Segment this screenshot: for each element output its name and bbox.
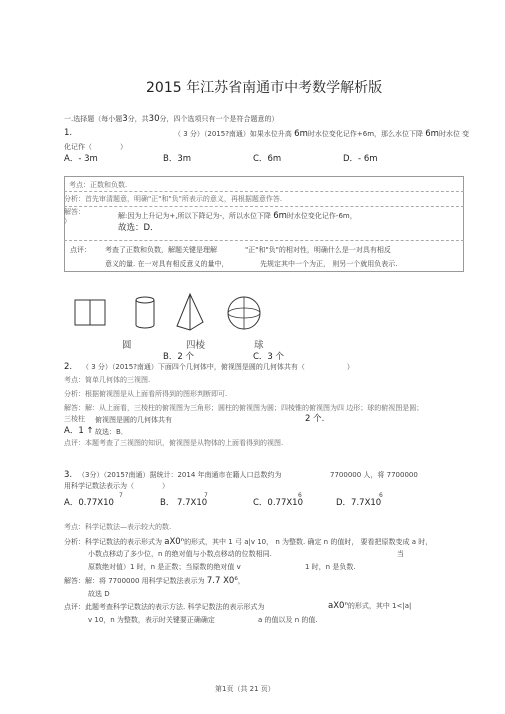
q2-jieda-prefix: 三棱柱: [64, 415, 85, 423]
q3-dianping-b: aX0ⁿ的形式，其中 1<|a|: [328, 601, 412, 611]
q1-solution: 解:因为上升记为+,所以下降记为-，所以水位下降 6m时水位变化记作-6m，: [118, 211, 357, 221]
q1-answer: 故选：D．: [118, 223, 159, 233]
q3-fenxi-3b: 1 时，n 是负数.: [305, 563, 356, 571]
q3-fenxi-3: 原数绝对值）1 时，n 是正数；当原数的绝对值 v: [88, 563, 241, 571]
q1-number: 1.: [64, 128, 73, 138]
q3-stem-line2: 用科学记数法表示为（ ）: [64, 482, 169, 490]
divider: [64, 240, 464, 241]
q2-jieda-2: 俯视图是圆的几何体共有: [95, 416, 172, 424]
divider: [64, 206, 464, 207]
sphere-figure: [226, 295, 262, 331]
q1-stem-line2: 化记作（ ）: [64, 143, 127, 151]
q3-kaodian: 考点：科学记数法—表示较大的数.: [64, 523, 172, 531]
q3-dianping-2b: a 的值以及 n 的值.: [258, 616, 318, 624]
q2-number: 2.: [64, 362, 73, 372]
q2-stem: （ 3 分）（2015?南通）下面四个几何体中，俯视图是圆的几何体共有（ ）: [82, 363, 354, 371]
q1-option-b: B．3m: [163, 154, 192, 164]
figure-label-2: 四棱: [186, 340, 206, 351]
q2-jieda-count: 2 个.: [305, 414, 325, 424]
figure-label-1: 圆: [122, 340, 132, 351]
q2-option-c: C．3 个: [253, 352, 285, 362]
q3-option-c: C．0.77X10: [253, 498, 303, 508]
page-footer: 第1页（共 21 页）: [215, 685, 275, 693]
q2-option-a: A．1 ↑: [64, 426, 94, 436]
q3-dianping: 点评：此题考查科学记数法的表示方法. 科学记数法的表示形式为: [64, 603, 265, 611]
q3-exp-a: 7: [119, 492, 123, 499]
q1-kaodian: 考点：正数和负数.: [69, 181, 128, 189]
q1-option-c: C．6m: [253, 154, 282, 164]
q2-dianping: 点评：本题考查了三视图的知识，俯视图是从物体的上面看得到的视图.: [64, 439, 284, 447]
q3-jieda: 解答：解：将 7700000 用科学记数法表示为 7.7 X0⁶，: [64, 576, 245, 586]
q1-option-a: A．- 3m: [64, 154, 98, 164]
page-title: 2015 年江苏省南通市中考数学解析版: [146, 80, 383, 96]
q1-dianping-2: "正"和"负"的相对性，明确什么是一对具有相反: [245, 246, 391, 254]
q1-dianping-label: 点评：: [70, 246, 91, 254]
section-header: 一.选择题（每小题3分，共30分，四个选项只有一个是符合题意的）: [64, 114, 279, 124]
q2-answer: 故选：B．: [95, 428, 128, 436]
q1-fenxi: 分析：首先审清题意，明确"正"和"负"所表示的意义，再根据题意作答.: [64, 195, 283, 203]
cylinder-figure: [133, 295, 157, 331]
q2-jieda: 解答：解：从上面看，三棱柱的俯视图为三角形；圆柱的俯视图为圆；四棱锥的俯视图为四 边形；球的俯视图是圆；: [64, 404, 424, 412]
pyramid-figure: [175, 292, 205, 332]
q3-exp-c: 6: [298, 492, 302, 499]
q2-kaodian: 考点：简单几何体的三视图.: [64, 376, 151, 384]
q3-value: 7700000 人，将 7700000: [330, 471, 418, 479]
triangular-prism-figure: [72, 296, 108, 328]
figure-label-3: 球: [254, 340, 264, 351]
q3-fenxi: 分析：科学记数法的表示形式为 aX0ⁿ的形式，其中 1 弓 a|v 10， n 为整数. 确定 n 的值时， 要看把原数变成 a 时，: [64, 537, 433, 547]
q3-option-a: A．0.77X10: [64, 498, 114, 508]
q3-exp-d: 6: [379, 492, 383, 499]
q3-fenxi-2b: 当: [397, 550, 404, 558]
q1-stem: （ 3 分）（2015?南通）如果水位升高 6m时水位变化记作+6m，那么水位下降 6m时水位 变: [174, 129, 470, 139]
q3-option-d: D．7.7X10: [336, 498, 382, 508]
q1-jieda-bracket: ）: [64, 217, 71, 225]
divider: [64, 191, 464, 192]
q3-number: 3.: [64, 470, 73, 480]
q3-fenxi-2: 小数点移动了多少位，n 的绝对值与小数点移动的位数相同.: [88, 550, 272, 558]
q3-option-b: B． 7.7X10: [160, 498, 208, 508]
q3-answer: 故选 D: [88, 590, 110, 598]
q1-dianping-4: 先规定其中一个为正， 则另一个就用负表示.: [260, 260, 398, 268]
q1-option-d: D．- 6m: [343, 154, 378, 164]
q2-option-b: B．2 个: [163, 352, 194, 362]
q3-exp-b: 7: [204, 492, 208, 499]
q1-jieda-label: 解答：: [64, 208, 85, 216]
q2-fenxi: 分析：根据俯视图是从上面看所得到的图形判断即可.: [64, 390, 228, 398]
q3-stem: （3分）（2015?南通）据统计：2014 年南通市在籍人口总数约为: [78, 471, 282, 479]
q1-dianping-3: 意义的量. 在一对具有相反意义的量中，: [105, 260, 229, 268]
q3-dianping-2: v 10，n 为整数，表示时关键要正确确定: [88, 616, 215, 624]
q1-dianping: 考查了正数和负数，解题关键是理解: [105, 246, 217, 254]
